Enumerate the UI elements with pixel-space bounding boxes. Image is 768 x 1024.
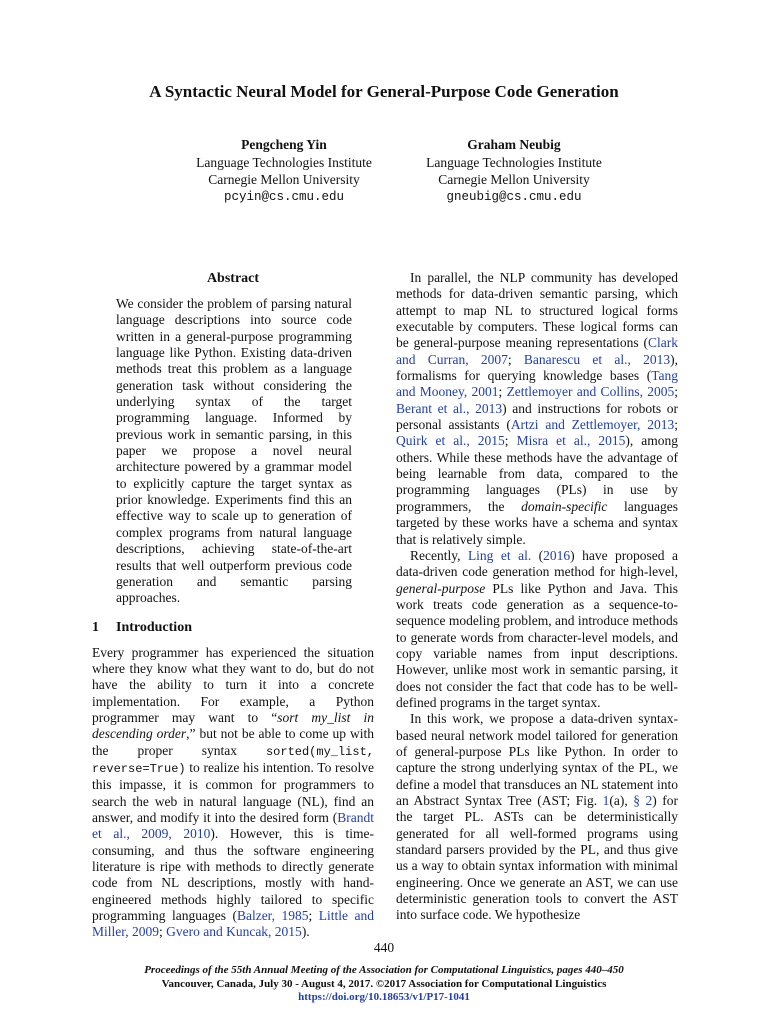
text-run: ;: [308, 908, 319, 924]
author-block-2: [364, 136, 664, 206]
figure-reference-link[interactable]: 1: [602, 793, 610, 808]
citation-link[interactable]: Ling et al.: [467, 547, 532, 563]
text-run: Recently,: [410, 547, 468, 563]
citation-link[interactable]: Little and Miller, 2009: [92, 908, 374, 940]
text-run: ).: [301, 924, 310, 940]
text-run: PLs like Python and Java. This work treats code generation as a sequence-to-sequence modeling problem, and introduce methods to generate words from character-level models, and copy variable names from input descriptions. However, unlike most work in semantic parsing, it does not consider the fact that code has to be well-defined programs in the target syntax.: [396, 580, 678, 710]
body-paragraph: [396, 548, 678, 711]
text-run: ), formalisms for querying knowledge bases (: [396, 351, 678, 384]
author-email: gneubig@cs.cmu.edu: [446, 189, 582, 204]
body-paragraph: [396, 711, 678, 923]
citation-link[interactable]: Brandt et al., 2009, 2010: [92, 809, 374, 842]
text-run: ) have proposed a data-driven code generation method for high-level,: [396, 547, 679, 580]
inline-code: sorted(my_list, reverse=True): [92, 744, 374, 776]
intro-paragraph: [92, 645, 374, 941]
text-run: (a),: [609, 793, 634, 808]
page-footer: [0, 964, 768, 1005]
text-run: ;: [504, 433, 517, 449]
section-number: 1: [92, 619, 99, 635]
text-run: to realize his intention. To resolve this impasse, it is common for programmers to search the web in natural language (NL), find an answer, and modify it into the desired form (: [92, 759, 374, 825]
section-reference-link[interactable]: § 2: [633, 793, 653, 808]
text-run: In this work, we propose a data-driven syntax-based neural network model tailored for generation of general-purpose PLs like Python. In order to capture the strong underlying syntax of the PL, we define a model that transduces an NL statement into an Abstract Syntax Tree (AST; Fig.: [396, 711, 678, 808]
page-number: 440: [373, 940, 395, 955]
citation-link[interactable]: Clark and Curran, 2007: [396, 335, 678, 367]
text-run: ), among others. While these methods have the advantage of being learnable from data, compared to the programming languages (PLs) in use by programmers, the: [396, 433, 679, 514]
author-name: Pengcheng Yin: [241, 137, 327, 152]
text-run: ;: [674, 384, 678, 400]
author-university: Carnegie Mellon University: [438, 172, 590, 187]
text-run: ) for the target PL. ASTs can be deterministically generated for all well-formed programs using standard parsers provided by the PL, and thus give us a way to obtain syntax information with minimal engineering. Once we generate an AST, we can use deterministic generation tools to convert the AST into surface code. We hypothesize: [396, 793, 678, 923]
author-name: Graham Neubig: [467, 137, 561, 152]
text-run: ;: [158, 924, 167, 940]
doi-link[interactable]: https://doi.org/10.18653/v1/P17-1041: [298, 991, 470, 1003]
section-heading-introduction: [92, 619, 374, 637]
citation-link[interactable]: 2016: [543, 547, 571, 563]
citation-link[interactable]: Quirk et al., 2015: [396, 433, 505, 449]
citation-link[interactable]: Zettlemoyer and Collins, 2005: [506, 384, 675, 400]
citation-link[interactable]: Artzi and Zettlemoyer, 2013: [510, 417, 675, 433]
text-run: languages targeted by these works have a schema and syntax that is relatively simple.: [396, 498, 679, 547]
section-title: Introduction: [116, 619, 192, 635]
citation-link[interactable]: Berant et al., 2013: [396, 400, 503, 416]
abstract-heading: Abstract: [206, 271, 260, 286]
author-affiliation: Language Technologies Institute: [426, 154, 602, 170]
emphasis-text: sort my_list in descending order: [92, 709, 375, 742]
emphasis-text: domain-specific: [521, 498, 608, 514]
author-university: Carnegie Mellon University: [208, 172, 360, 187]
citation-link[interactable]: Banarescu et al., 2013: [523, 351, 671, 367]
text-run: ,” but not be able to come up with the proper syntax: [92, 726, 374, 758]
author-affiliation: Language Technologies Institute: [196, 154, 372, 170]
citation-link[interactable]: Balzer, 1985: [236, 908, 309, 924]
citation-link[interactable]: Misra et al., 2015: [516, 433, 626, 449]
text-run: ) and instructions for robots or personal assistants (: [396, 400, 678, 433]
text-run: ;: [674, 417, 678, 433]
citation-link[interactable]: Gvero and Kuncak, 2015: [166, 924, 302, 940]
location-line: Vancouver, Canada, July 30 - August 4, 2017. ©2017 Association for Computational Linguistics: [161, 977, 607, 990]
text-run: ). However, this is time-consuming, and thus the software engineering literature is ripe with methods to directly generate code from NL descriptions, mostly with hand-engineered methods highly tailored to specific programming languages (: [92, 826, 374, 924]
text-run: ;: [498, 384, 507, 400]
abstract-text: We consider the problem of parsing natural language descriptions into source code written in a general-purpose programming language like Python. Existing data-driven methods treat this problem as a language generation task without considering the underlying syntax of the target programming language. Informed by previous work in semantic parsing, in this paper we propose a novel neural architecture powered by a grammar model to explicitly capture the target syntax as prior knowledge. Experiments find this an effective way to scale up to generation of complex programs from natural language descriptions, achieving state-of-the-art results that well outperform previous code generation and semantic parsing approaches.: [116, 296, 352, 606]
citation-link[interactable]: Tang and Mooney, 2001: [396, 368, 678, 400]
author-email: pcyin@cs.cmu.edu: [223, 189, 345, 204]
emphasis-text: general-purpose: [396, 580, 486, 596]
text-run: (: [531, 547, 544, 563]
paper-title: A Syntactic Neural Model for General-Purpose Code Generation: [149, 82, 619, 101]
left-column: [92, 270, 374, 941]
text-run: Every programmer has experienced the situation where they know what they want to do, but do not have the ability to turn it into a concrete implementation. For example, a Python programmer may want to “: [92, 644, 374, 725]
body-paragraph: [396, 270, 678, 548]
right-column: [396, 270, 678, 924]
text-run: In parallel, the NLP community has developed methods for data-driven semantic parsing, which attempt to map NL to structured logical forms executable by computers. These logical forms can be general-purpose meaning representations (: [396, 270, 678, 351]
proceedings-line: Proceedings of the 55th Annual Meeting of the Association for Computational Linguistics, pages 440–450: [144, 964, 624, 976]
text-run: ;: [507, 351, 524, 367]
